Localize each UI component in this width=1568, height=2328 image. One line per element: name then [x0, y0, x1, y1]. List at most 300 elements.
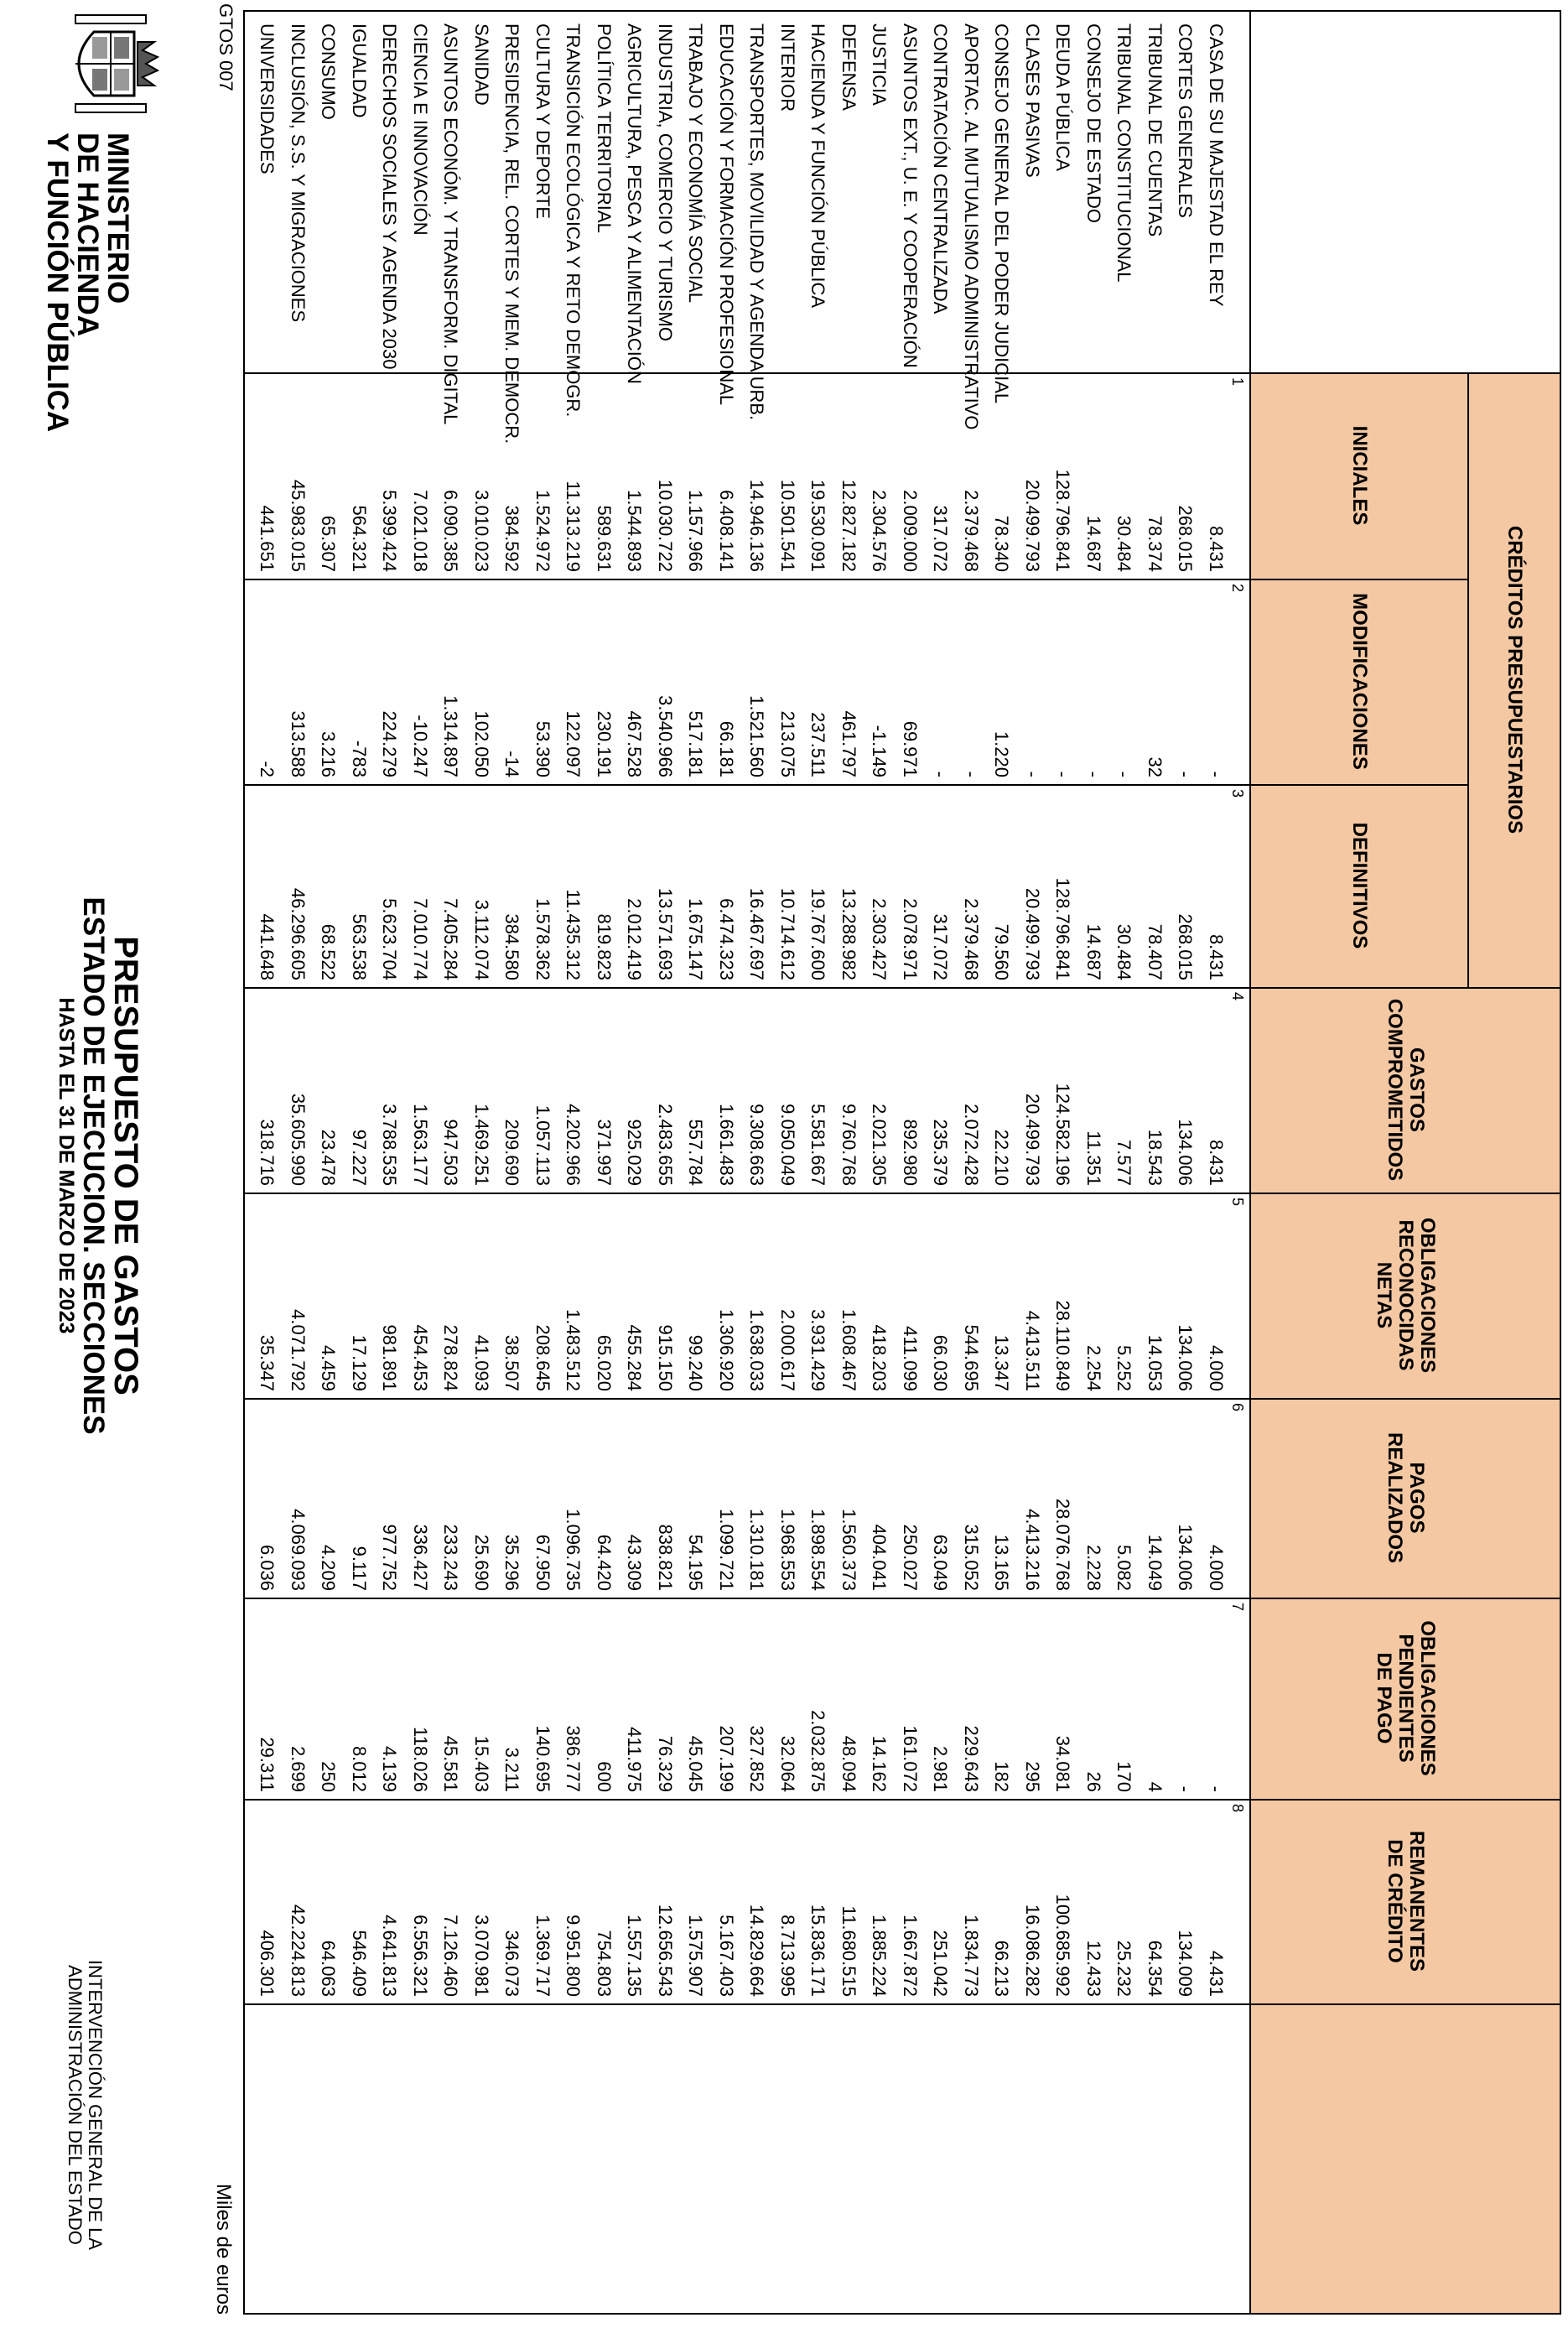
row-value-col-7: 14.162 [869, 1735, 890, 1792]
header-obligaciones-reconocidas [1251, 1193, 1560, 1398]
header-remanentes-credito [1251, 1799, 1560, 2003]
row-value-col-6: 404.041 [869, 1524, 890, 1591]
row-value-col-2: - [1083, 771, 1104, 777]
row-value-col-7: 295 [1022, 1761, 1043, 1792]
row-value-col-6: 64.420 [594, 1534, 615, 1591]
row-value-col-3: 268.015 [1175, 913, 1197, 980]
row-value-col-2: -10.247 [410, 715, 431, 777]
row-value-col-6: 1.560.373 [839, 1509, 859, 1591]
table-row [1109, 12, 1140, 2313]
row-value-col-7: 2.699 [288, 1745, 309, 1792]
row-value-col-6: 14.049 [1145, 1534, 1166, 1591]
table-row [772, 12, 803, 2313]
row-value-col-8: 16.086.282 [1022, 1904, 1043, 1997]
row-value-col-1: 317.072 [930, 505, 952, 572]
row-section-name: CASA DE SU MAJESTAD EL REY [1206, 23, 1227, 307]
row-value-col-5: 3.931.429 [807, 1309, 829, 1391]
row-value-col-5: 4.413.511 [1022, 1310, 1043, 1391]
row-value-col-5: 4.459 [318, 1344, 340, 1391]
row-value-col-1: 1.157.966 [685, 490, 707, 572]
row-value-col-6: 1.099.721 [716, 1509, 737, 1591]
table-row [741, 12, 772, 2313]
row-value-col-2: 1.521.560 [746, 695, 768, 777]
row-value-col-5: 14.053 [1145, 1334, 1166, 1391]
row-value-col-3: 68.522 [318, 923, 340, 980]
row-value-col-5: 1.483.512 [563, 1309, 584, 1391]
row-value-col-4: 3.788.535 [379, 1104, 401, 1186]
header-creditos-presupuestarios [1469, 372, 1560, 987]
row-value-col-3: 5.623.704 [379, 898, 401, 980]
table-row [711, 12, 742, 2313]
row-value-col-3: 79.560 [991, 923, 1013, 980]
table-row [1140, 12, 1171, 2313]
row-value-col-2: 213.075 [777, 710, 798, 777]
row-value-col-6: 1.968.553 [777, 1509, 798, 1591]
row-value-col-3: 317.072 [930, 913, 952, 980]
row-section-name: INDUSTRIA, COMERCIO Y TURISMO [655, 23, 676, 341]
row-value-col-8: 25.232 [1114, 1940, 1135, 1997]
row-value-col-2: - [1206, 771, 1227, 777]
ministry-line-1: MINISTERIO [101, 133, 134, 304]
header-iniciales [1251, 372, 1467, 579]
table-row [374, 12, 405, 2313]
row-value-col-4: 9.050.049 [777, 1104, 798, 1186]
row-value-col-4: 209.690 [501, 1119, 523, 1186]
row-value-col-8: 64.354 [1145, 1940, 1166, 1997]
row-value-col-1: 128.796.841 [1052, 469, 1074, 572]
table-row [283, 12, 314, 2313]
row-value-col-8: 100.685.992 [1052, 1894, 1074, 1997]
header-creditos-presupuestarios-line-1: CRÉDITOS PRESUPUESTARIOS [1503, 525, 1526, 834]
table-row [496, 12, 527, 2313]
header-obligaciones-reconocidas-line-3: NETAS [1373, 1261, 1395, 1329]
row-value-col-1: 3.010.023 [471, 490, 492, 572]
row-value-col-4: 11.351 [1083, 1130, 1104, 1186]
row-value-col-5: 13.347 [991, 1334, 1013, 1391]
row-value-col-8: 3.070.981 [471, 1915, 492, 1997]
row-value-col-7: 170 [1114, 1761, 1135, 1792]
row-section-name: PRESIDENCIA, REL. CORTES Y MEM. DEMOCR. [501, 23, 523, 444]
row-section-name: CONSUMO [318, 23, 340, 120]
row-value-col-6: 9.117 [349, 1546, 370, 1591]
row-value-col-3: 2.012.419 [624, 898, 646, 980]
row-value-col-5: 66.030 [930, 1334, 952, 1391]
row-value-col-4: 557.784 [685, 1119, 707, 1186]
row-value-col-6: 977.752 [379, 1524, 401, 1591]
column-number-8: 8 [1229, 1804, 1246, 1813]
row-value-col-4: 947.503 [440, 1119, 462, 1186]
row-value-col-1: 14.687 [1083, 515, 1104, 572]
row-value-col-5: 2.254 [1083, 1344, 1104, 1391]
table-row [405, 12, 436, 2313]
row-value-col-2: 467.528 [624, 710, 646, 777]
column-number-6: 6 [1229, 1403, 1246, 1412]
row-value-col-3: 8.431 [1206, 933, 1227, 980]
document-title-block [55, 839, 143, 1493]
row-value-col-2: 313.588 [288, 710, 309, 777]
row-value-col-8: 754.803 [594, 1930, 615, 1997]
row-value-col-7: 118.026 [410, 1727, 431, 1792]
row-value-col-6: 233.243 [440, 1524, 462, 1591]
row-value-col-5: 4.000 [1206, 1344, 1227, 1391]
row-section-name: CONSEJO DE ESTADO [1083, 23, 1104, 223]
table-row [527, 12, 558, 2313]
row-value-col-2: 1.220 [991, 730, 1013, 777]
row-section-name: HACIENDA Y FUNCIÓN PÚBLICA [807, 23, 829, 309]
row-value-col-2: -14 [501, 751, 523, 777]
row-value-col-8: 406.301 [257, 1930, 278, 1997]
row-section-name: DERECHOS SOCIALES Y AGENDA 2030 [379, 23, 401, 370]
footer-code: GTOS 007 [215, 3, 236, 91]
row-section-name: IGUALDAD [349, 23, 370, 118]
row-value-col-8: 12.433 [1083, 1940, 1104, 1997]
row-value-col-5: 28.110.849 [1052, 1300, 1074, 1391]
row-section-name: CONTRATACIÓN CENTRALIZADA [930, 23, 952, 314]
row-value-col-7: 600 [594, 1761, 615, 1792]
row-value-col-2: 53.390 [532, 720, 553, 777]
header-obligaciones-reconocidas-line-1: OBLIGACIONES [1416, 1217, 1439, 1374]
coat-of-arms-icon [59, 12, 163, 116]
row-value-col-4: 23.478 [318, 1129, 340, 1186]
row-value-col-6: 28.076.768 [1052, 1498, 1074, 1591]
row-value-col-7: 161.072 [900, 1725, 921, 1792]
row-value-col-5: 418.203 [869, 1324, 890, 1391]
row-value-col-2: 122.097 [563, 710, 584, 777]
table-row [344, 12, 375, 2313]
row-section-name: TRANSICIÓN ECOLÓGICA Y RETO DEMOGR. [563, 23, 584, 418]
row-value-col-2: 230.191 [594, 710, 615, 777]
row-value-col-1: 14.946.136 [746, 479, 768, 572]
header-obligaciones-pendientes [1251, 1598, 1560, 1799]
row-value-col-8: 6.556.321 [410, 1915, 431, 1997]
row-value-col-6: 63.049 [930, 1534, 952, 1591]
row-value-col-4: 9.760.768 [839, 1104, 859, 1186]
row-value-col-1: 2.379.468 [961, 490, 982, 572]
row-value-col-5: 208.645 [532, 1324, 553, 1391]
table-row [619, 12, 650, 2313]
row-value-col-4: 18.543 [1145, 1129, 1166, 1186]
row-value-col-2: - [1175, 771, 1197, 777]
row-value-col-7: 32.064 [777, 1735, 798, 1792]
row-value-col-1: 564.321 [349, 505, 370, 572]
table-row [925, 12, 956, 2313]
row-value-col-2: 69.971 [900, 720, 921, 777]
table-row [1047, 12, 1078, 2313]
row-value-col-4: 2.072.428 [961, 1104, 982, 1186]
row-value-col-7: 3.211 [501, 1747, 523, 1792]
row-value-col-5: 4.071.792 [288, 1309, 309, 1391]
row-value-col-1: 20.499.793 [1022, 479, 1043, 572]
row-value-col-2: 3.540.966 [655, 695, 676, 777]
row-value-col-7: 48.094 [839, 1735, 859, 1792]
row-value-col-1: 589.631 [594, 505, 615, 572]
row-value-col-6: 134.006 [1175, 1524, 1197, 1591]
table-row [680, 12, 711, 2313]
row-value-col-1: 30.484 [1114, 515, 1135, 572]
row-value-col-6: 6.036 [257, 1544, 278, 1591]
row-value-col-1: 441.651 [257, 505, 278, 572]
row-value-col-5: 278.824 [440, 1324, 462, 1391]
row-value-col-8: 134.009 [1175, 1930, 1197, 1997]
row-value-col-4: 35.605.990 [288, 1093, 309, 1186]
header-obligaciones-pendientes-line-3: DE PAGO [1373, 1652, 1395, 1744]
row-value-col-2: 32 [1145, 756, 1166, 777]
row-value-col-1: 6.090.385 [440, 490, 462, 572]
row-value-col-2: 3.216 [318, 730, 340, 777]
header-modificaciones-line-1: MODIFICACIONES [1348, 593, 1371, 770]
row-value-col-1: 10.501.541 [777, 479, 798, 572]
row-section-name: CIENCIA E INNOVACIÓN [410, 23, 431, 236]
column-number-1: 1 [1229, 377, 1246, 387]
row-value-col-5: 17.129 [349, 1334, 370, 1391]
row-value-col-4: 925.029 [624, 1119, 646, 1186]
row-section-name: CONSEJO GENERAL DEL PODER JUDICIAL [991, 23, 1013, 404]
row-value-col-8: 1.575.907 [685, 1915, 707, 1997]
row-value-col-7: 29.311 [257, 1737, 278, 1792]
issuing-organization [65, 1904, 105, 2306]
org-line-2: ADMINISTRACIÓN DEL ESTADO [65, 1965, 86, 2245]
row-value-col-7: 386.777 [563, 1725, 584, 1792]
header-modificaciones [1251, 579, 1467, 784]
row-value-col-5: 99.240 [685, 1334, 707, 1391]
row-value-col-6: 838.821 [655, 1524, 676, 1591]
row-value-col-1: 5.399.424 [379, 490, 401, 572]
row-value-col-5: 38.507 [501, 1334, 523, 1391]
row-value-col-6: 13.165 [991, 1534, 1013, 1591]
row-value-col-7: 8.012 [349, 1745, 370, 1792]
row-value-col-2: 237.511 [807, 712, 829, 777]
row-value-col-1: 2.009.000 [900, 490, 921, 572]
table-row [466, 12, 497, 2313]
row-value-col-2: -783 [349, 740, 370, 777]
row-value-col-7: 327.852 [746, 1725, 768, 1792]
row-value-col-4: 124.582.196 [1052, 1083, 1074, 1186]
row-value-col-2: - [961, 771, 982, 777]
row-value-col-7: 15.403 [471, 1735, 492, 1792]
row-value-col-3: 6.474.323 [716, 898, 737, 980]
row-value-col-3: 20.499.793 [1022, 887, 1043, 980]
table-row [313, 12, 344, 2313]
row-value-col-5: 41.093 [471, 1334, 492, 1391]
ministry-line-2: DE HACIENDA [71, 133, 104, 337]
row-value-col-5: 411.099 [900, 1326, 921, 1391]
header-obligaciones-reconocidas-line-2: RECONOCIDAS [1394, 1219, 1417, 1371]
row-value-col-1: 6.408.141 [716, 490, 737, 572]
row-value-col-4: 235.379 [930, 1119, 952, 1186]
row-value-col-5: 544.695 [961, 1324, 982, 1391]
column-number-4: 4 [1229, 992, 1246, 1001]
row-value-col-6: 4.069.093 [288, 1509, 309, 1591]
header-pagos-realizados [1251, 1398, 1560, 1598]
row-value-col-3: 2.379.468 [961, 898, 982, 980]
row-value-col-1: 65.307 [318, 515, 340, 572]
row-section-name: POLÍTICA TERRITORIAL [594, 23, 615, 233]
row-value-col-4: 2.021.305 [869, 1104, 890, 1186]
row-value-col-3: 13.571.693 [655, 887, 676, 980]
row-section-name: TRIBUNAL DE CUENTAS [1145, 23, 1166, 237]
row-value-col-7: - [1206, 1785, 1227, 1792]
row-value-col-7: 4 [1145, 1781, 1166, 1792]
row-value-col-2: -2 [257, 761, 278, 777]
table-row [650, 12, 681, 2313]
row-value-col-6: 4.000 [1206, 1544, 1227, 1591]
row-value-col-7: 34.081 [1052, 1735, 1074, 1792]
row-value-col-2: -1.149 [869, 725, 890, 777]
row-value-col-1: 19.530.091 [807, 479, 829, 572]
row-value-col-7: 250 [318, 1761, 340, 1792]
row-value-col-1: 10.030.722 [655, 479, 676, 572]
row-value-col-8: 64.063 [318, 1940, 340, 1997]
row-value-col-8: 4.641.813 [379, 1915, 401, 1997]
row-value-col-7: 140.695 [532, 1725, 553, 1792]
row-value-col-5: 1.306.920 [716, 1309, 737, 1391]
column-number-3: 3 [1229, 789, 1246, 798]
row-value-col-8: 346.073 [501, 1930, 523, 1997]
row-value-col-4: 2.483.655 [655, 1104, 676, 1186]
row-value-col-4: 7.577 [1114, 1139, 1135, 1186]
row-value-col-4: 4.202.966 [563, 1104, 584, 1186]
row-value-col-2: 517.181 [685, 710, 707, 777]
row-value-col-1: 78.374 [1145, 515, 1166, 572]
row-value-col-1: 1.544.893 [624, 490, 646, 572]
row-section-name: DEUDA PÚBLICA [1052, 23, 1074, 172]
header-definitivos [1251, 784, 1467, 987]
row-value-col-1: 78.340 [991, 515, 1013, 572]
row-value-col-3: 3.112.074 [471, 899, 492, 980]
row-value-col-5: 65.020 [594, 1334, 615, 1391]
header-gastos-comprometidos [1251, 987, 1560, 1193]
ministry-name [42, 133, 132, 468]
header-definitivos-line-1: DEFINITIVOS [1348, 822, 1371, 949]
row-value-col-8: 7.126.460 [440, 1915, 462, 1997]
row-value-col-2: - [1114, 771, 1135, 777]
row-value-col-2: 66.181 [716, 720, 737, 777]
row-value-col-7: 2.981 [930, 1745, 952, 1792]
row-value-col-4: 8.431 [1206, 1139, 1227, 1186]
row-value-col-6: 1.310.181 [746, 1509, 768, 1591]
row-value-col-8: 8.713.995 [777, 1915, 798, 1997]
row-value-col-4: 97.227 [349, 1129, 370, 1186]
row-value-col-8: 11.680.515 [839, 1905, 859, 1997]
row-value-col-4: 20.499.793 [1022, 1093, 1043, 1186]
row-value-col-5: 915.150 [655, 1324, 676, 1391]
row-value-col-8: 66.213 [991, 1940, 1013, 1997]
row-value-col-8: 4.431 [1206, 1950, 1227, 1997]
row-value-col-5: 2.000.617 [777, 1309, 798, 1391]
row-value-col-4: 318.716 [257, 1119, 278, 1186]
header-gastos-comprometidos-line-1: GASTOS [1405, 1047, 1428, 1132]
document-title: PRESUPUESTO DE GASTOS [107, 936, 144, 1395]
row-value-col-5: 1.608.467 [839, 1309, 859, 1391]
column-number-5: 5 [1229, 1198, 1246, 1207]
header-pagos-realizados-line-1: PAGOS [1405, 1462, 1428, 1534]
row-value-col-1: 12.827.182 [839, 479, 859, 572]
row-value-col-4: 892.980 [900, 1119, 921, 1186]
row-value-col-6: 1.096.735 [563, 1509, 584, 1591]
row-value-col-3: 128.796.841 [1052, 877, 1074, 980]
row-section-name: SANIDAD [471, 23, 492, 106]
row-value-col-3: 11.435.312 [563, 889, 584, 980]
row-value-col-7: 207.199 [716, 1725, 737, 1792]
row-value-col-7: 45.045 [685, 1735, 707, 1792]
row-value-col-3: 441.648 [257, 913, 278, 980]
row-value-col-4: 1.563.177 [410, 1104, 431, 1186]
row-value-col-2: - [1022, 771, 1043, 777]
row-value-col-7: - [1175, 1785, 1197, 1792]
row-value-col-3: 1.578.362 [532, 898, 553, 980]
row-value-col-6: 250.027 [900, 1524, 921, 1591]
row-value-col-6: 2.228 [1083, 1544, 1104, 1591]
row-value-col-3: 46.296.605 [288, 887, 309, 980]
row-value-col-5: 35.347 [257, 1334, 278, 1391]
row-section-name: DEFENSA [839, 23, 859, 111]
row-value-col-6: 336.427 [410, 1524, 431, 1591]
row-value-col-3: 13.288.982 [839, 887, 859, 980]
row-value-col-5: 1.638.033 [746, 1309, 768, 1391]
row-value-col-3: 19.767.600 [807, 887, 829, 980]
header-obligaciones-pendientes-line-2: PENDIENTES [1394, 1634, 1417, 1763]
row-value-col-3: 819.823 [594, 913, 615, 980]
row-value-col-6: 1.898.554 [807, 1509, 829, 1591]
row-section-name: CORTES GENERALES [1175, 23, 1197, 218]
row-section-name: EDUCACIÓN Y FORMACIÓN PROFESIONAL [716, 23, 737, 406]
row-value-col-8: 5.167.403 [716, 1915, 737, 1997]
row-value-col-3: 7.010.774 [410, 898, 431, 980]
row-section-name: APORTAC. AL MUTUALISMO ADMINISTRATIVO [961, 23, 982, 430]
row-value-col-3: 16.467.697 [746, 887, 768, 980]
row-section-name: INCLUSIÓN, S.S. Y MIGRACIONES [288, 23, 309, 323]
row-value-col-8: 1.557.135 [624, 1915, 646, 1997]
column-number-7: 7 [1229, 1603, 1246, 1612]
row-value-col-2: 224.279 [379, 710, 401, 777]
row-value-col-6: 43.309 [624, 1534, 646, 1591]
row-value-col-8: 14.829.664 [746, 1904, 768, 1997]
row-value-col-8: 546.409 [349, 1930, 370, 1997]
row-value-col-7: 4.139 [379, 1745, 401, 1792]
row-value-col-1: 7.021.018 [410, 490, 431, 572]
row-value-col-7: 45.581 [440, 1735, 462, 1792]
row-value-col-6: 35.296 [501, 1534, 523, 1591]
row-value-col-3: 30.484 [1114, 923, 1135, 980]
row-value-col-6: 67.950 [532, 1534, 553, 1591]
row-value-col-1: 384.592 [501, 505, 523, 572]
row-section-name: TRIBUNAL CONSTITUCIONAL [1114, 23, 1135, 283]
row-value-col-5: 134.006 [1175, 1324, 1197, 1391]
org-line-1: INTERVENCIÓN GENERAL DE LA [85, 1960, 106, 2250]
row-value-col-4: 22.210 [991, 1129, 1013, 1186]
header-iniciales-line-1: INICIALES [1348, 425, 1371, 526]
row-value-col-8: 12.656.543 [655, 1904, 676, 1997]
row-value-col-7: 411.975 [624, 1727, 646, 1792]
row-value-col-1: 268.015 [1175, 505, 1197, 572]
row-value-col-5: 455.284 [624, 1324, 646, 1391]
row-value-col-3: 2.303.427 [869, 898, 890, 980]
row-value-col-4: 371.997 [594, 1119, 615, 1186]
row-value-col-4: 134.006 [1175, 1119, 1197, 1186]
row-value-col-7: 182 [991, 1761, 1013, 1792]
table-row [252, 12, 283, 2313]
header-remanentes-credito-line-1: REMANENTES [1405, 1830, 1428, 1972]
row-value-col-3: 10.714.612 [777, 887, 798, 980]
budget-table-landscape [243, 10, 1561, 2315]
row-value-col-4: 1.661.483 [716, 1104, 737, 1186]
row-section-name: CLASES PASIVAS [1022, 23, 1043, 178]
row-value-col-7: 26 [1083, 1771, 1104, 1792]
row-section-name: CULTURA Y DEPORTE [532, 23, 553, 220]
row-value-col-8: 15.836.171 [807, 1904, 829, 1997]
row-section-name: TRANSPORTES, MOVILIDAD Y AGENDA URB. [746, 23, 768, 421]
row-value-col-8: 42.224.813 [288, 1904, 309, 1997]
